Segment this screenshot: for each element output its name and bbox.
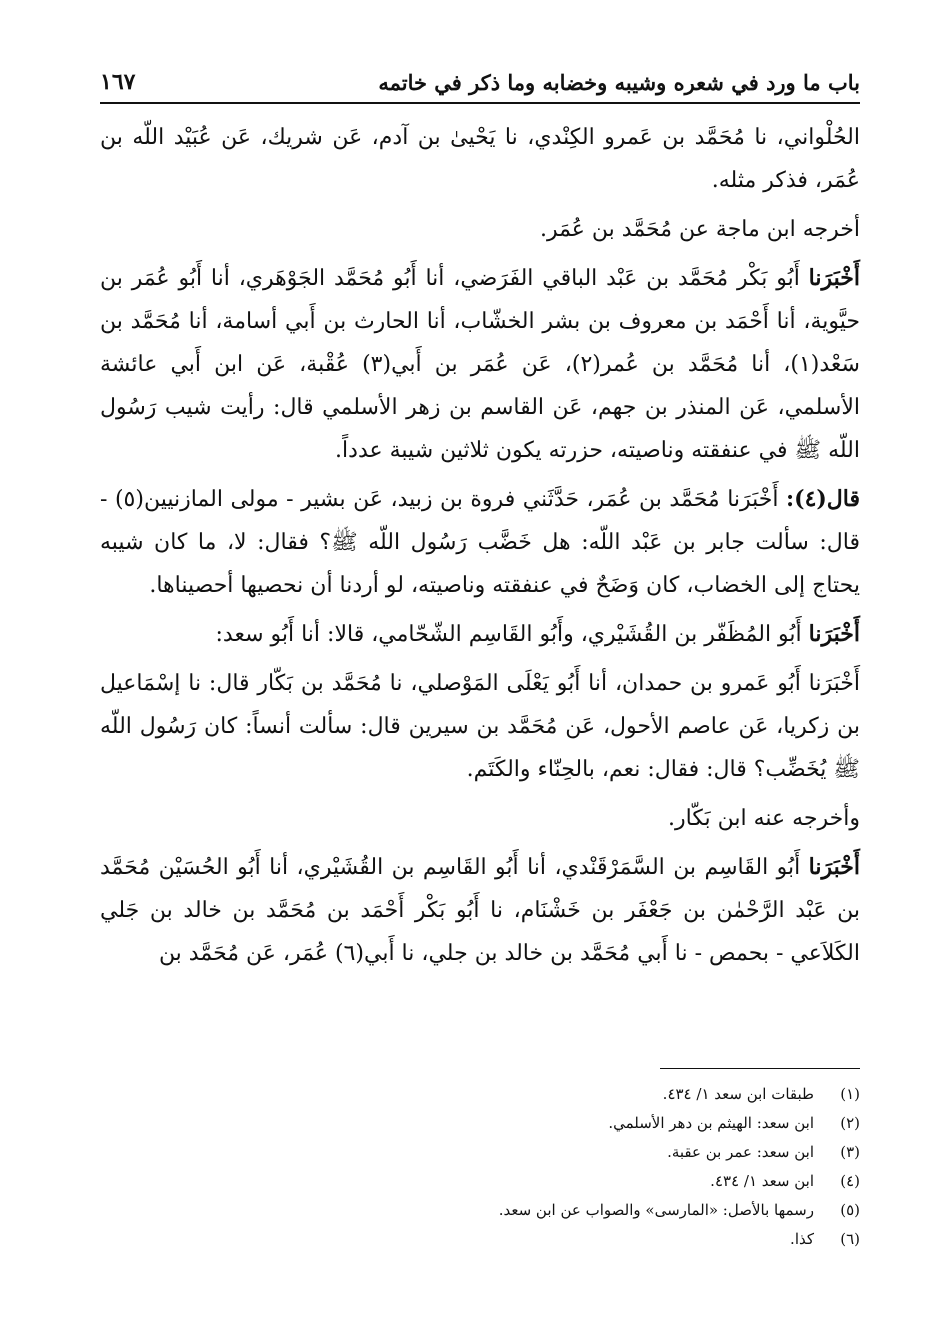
footnote: (٦) كذا. [790,1230,860,1248]
footnote: (٣) ابن سعد: عمر بن عقبة. [667,1143,860,1161]
paragraph: أخرجه ابن ماجة عن مُحَمَّد بن عُمَر. [539,217,860,242]
paragraph: أَخْبَرَنا أَبُو بَكْر مُحَمَّد بن عَبْد الباقي الفَرَضي، أنا أَبُو مُحَمَّد الجَوْهَري، أنا أَبُو عُمَر بن حيَّوية، أنا أَحْمَد بن معروف بن بشر الخشّاب، أنا الحارث بن أَبي أسامة، أنا مُحَمَّد بن سَعْد(١)، أنا مُحَمَّد بن عُمر(٢)، عَن عُمَر بن أَبي(٣) عُقْبة، عَن ابن أَبي عائشة الأسلمي، عَن المنذر بن جهم، عَن القاسم بن زهر الأسلمي قال: رأيت شيب رَسُول اللّه ﷺ في عنفقته وناصيته، حزرته يكون ثلاثين شيبة عدداً. [100,265,861,463]
main-text [100,116,860,981]
running-header [100,62,860,104]
footnote: (١) طبقات ابن سعد ١/ ٤٣٤. [662,1085,860,1103]
paragraph: وأخرجه عنه ابن بَكّار. [668,806,860,831]
footnote: (٢) ابن سعد: الهيثم بن دهر الأسلمي. [608,1114,860,1132]
chapter-title: باب ما ورد في شعره وشيبه وخضابه وما ذكر في خاتمه [378,69,860,95]
footnote-divider [660,1068,860,1069]
footnote: (٤) ابن سعد ١/ ٤٣٤. [710,1172,860,1190]
page-number: ١٦٧ [100,69,136,95]
paragraph: أَخْبَرَنا أَبُو عَمرو بن حمدان، أنا أَبُو يَعْلَى المَوْصلي، نا مُحَمَّد بن بَكّار قال: نا إسْمَاعيل بن زكريا، عَن عاصم الأحول، عَن مُحَمَّد بن سيرين قال: سألت أنساً: كان رَسُول اللّه ﷺ يُخَضِّب؟ قال: فقال: نعم، بالحِنّاء والكَتَم. [100,671,860,782]
footnotes [100,1080,860,1254]
footnote: (٥) رسمها بالأصل: «المارسى» والصواب عن ابن سعد. [498,1201,860,1219]
paragraph: قال(٤): أَخْبَرَنا مُحَمَّد بن عُمَر، حَدَّثَني فروة بن زبيد، عَن بشير - مولى المازنيين(٥) - قال: سألت جابر بن عَبْد اللّه: هل خَضَّب رَسُول اللّه ﷺ؟ فقال: لا، ما كان شيبه يحتاج إلى الخضاب، كان وَضَحٌ في عنفقته وناصيته، لو أردنا أن نحصيها أحصيناها. [100,486,861,598]
paragraph: أَخْبَرَنا أَبُو القَاسِم بن السَّمَرْقَنْدي، أنا أَبُو القَاسِم بن القُشَيْري، أنا أَبُو الحُسَيْن مُحَمَّد بن عَبْد الرَّحْمٰن بن جَعْفَر بن خَشْنَام، نا أَبُو بَكْر أَحْمَد بن مُحَمَّد بن خالد بن جَلي الكَلاَعي - بحمص - نا أَبي مُحَمَّد بن خالد بن جلي، نا أَبي(٦) عُمَر، عَن مُحَمَّد بن [100,854,860,966]
paragraph: أَخْبَرَنا أَبُو المُظَفّر بن القُشَيْري، وأَبُو القَاسِم الشّحّامي، قالا: أنا أَبُو سعد: [215,621,860,647]
paragraph: الحُلْواني، نا مُحَمَّد بن عَمرو الكِنْدي، نا يَحْيىٰ بن آدم، عَن شريك، عَن عُبَيْد اللّه بن عُمَر، فذكر مثله. [100,125,860,193]
